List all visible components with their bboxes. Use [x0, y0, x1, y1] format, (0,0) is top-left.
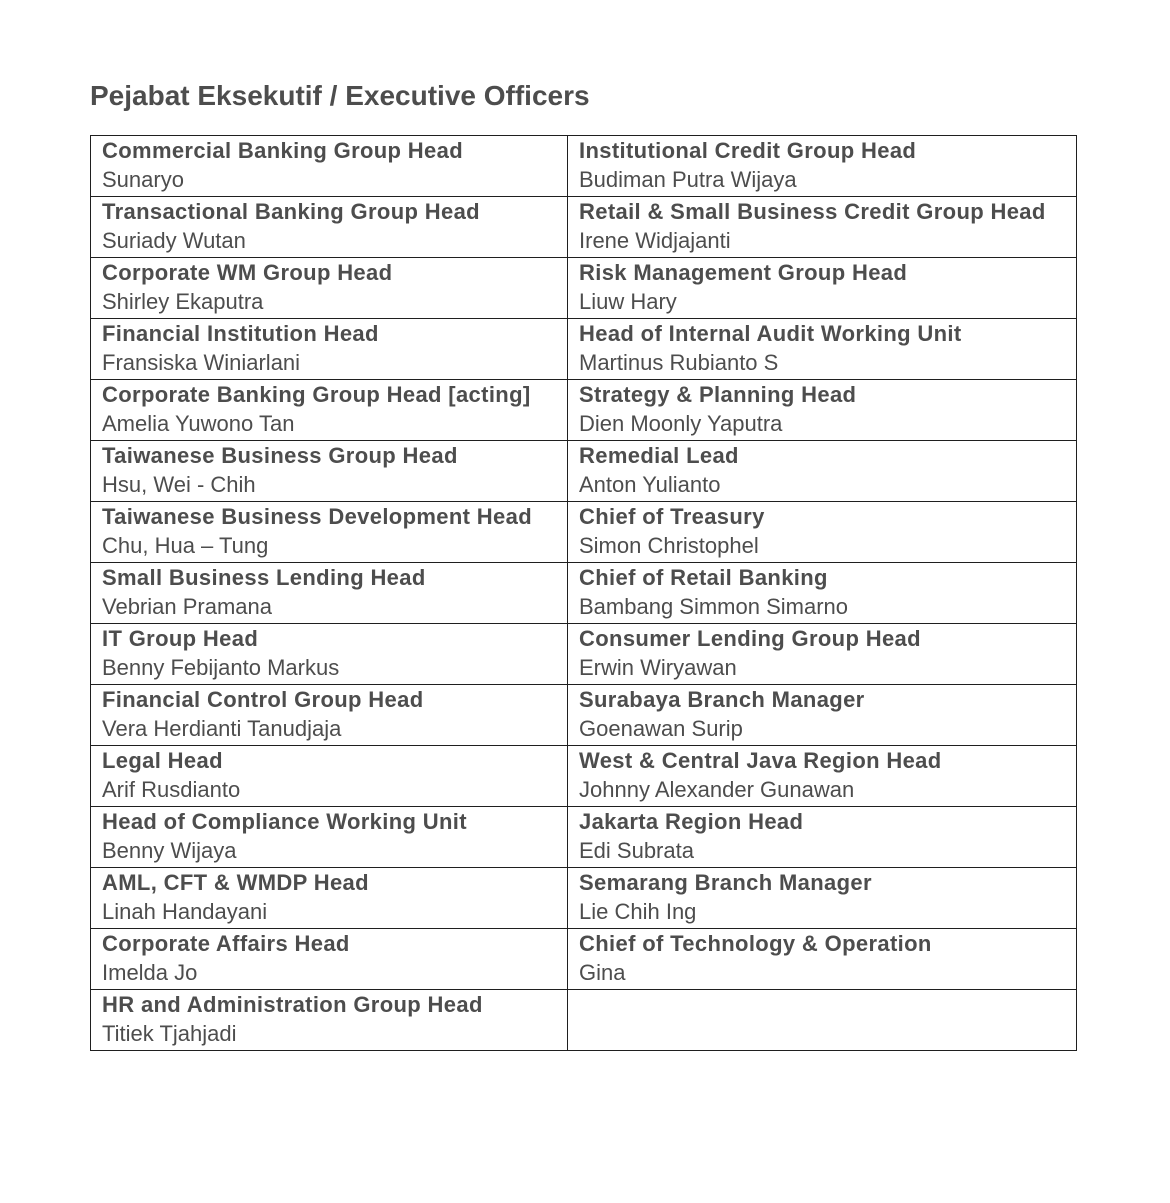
table-row [91, 380, 1077, 441]
officer-role: Taiwanese Business Group Head [102, 443, 458, 468]
officer-cell-right [568, 746, 1077, 807]
table-row [91, 929, 1077, 990]
officer-role: Retail & Small Business Credit Group Head [579, 199, 1046, 224]
officer-name: Martinus Rubianto S [579, 350, 779, 375]
officer-name: Bambang Simmon Simarno [579, 594, 849, 619]
executive-officers-table [90, 135, 1077, 1051]
officer-name: Vera Herdianti Tanudjaja [102, 716, 342, 741]
officer-name: Sunaryo [102, 167, 184, 192]
officer-role: Jakarta Region Head [579, 809, 804, 834]
officer-cell-right [568, 990, 1077, 1051]
table-row [91, 624, 1077, 685]
table-row [91, 197, 1077, 258]
officer-name: Johnny Alexander Gunawan [579, 777, 855, 802]
table-row [91, 868, 1077, 929]
officer-cell-right [568, 929, 1077, 990]
officer-role: Corporate WM Group Head [102, 260, 393, 285]
table-row [91, 563, 1077, 624]
officer-cell-left [91, 807, 568, 868]
officer-role: Institutional Credit Group Head [579, 138, 917, 163]
officer-cell-left [91, 319, 568, 380]
officer-name: Irene Widjajanti [579, 228, 731, 253]
officer-name: Anton Yulianto [579, 472, 721, 497]
officer-role: Head of Internal Audit Working Unit [579, 321, 962, 346]
officer-cell-right [568, 380, 1077, 441]
officer-cell-right [568, 319, 1077, 380]
officer-role: Surabaya Branch Manager [579, 687, 865, 712]
officer-name: Imelda Jo [102, 960, 198, 985]
officer-role: Head of Compliance Working Unit [102, 809, 467, 834]
officer-role: Small Business Lending Head [102, 565, 426, 590]
officer-cell-left [91, 441, 568, 502]
officer-cell-right [568, 563, 1077, 624]
officer-role: Taiwanese Business Development Head [102, 504, 532, 529]
officer-name: Vebrian Pramana [102, 594, 272, 619]
table-row [91, 685, 1077, 746]
officer-role: Financial Institution Head [102, 321, 379, 346]
table-row [91, 502, 1077, 563]
officer-cell-right [568, 807, 1077, 868]
officer-cell-left [91, 136, 568, 197]
officer-role: Financial Control Group Head [102, 687, 424, 712]
officer-cell-right [568, 868, 1077, 929]
officer-role: Chief of Retail Banking [579, 565, 828, 590]
officer-role: West & Central Java Region Head [579, 748, 942, 773]
table-row [91, 746, 1077, 807]
officer-name: Linah Handayani [102, 899, 268, 924]
table-row [91, 319, 1077, 380]
officer-cell-left [91, 258, 568, 319]
table-row [91, 990, 1077, 1051]
officer-role: Commercial Banking Group Head [102, 138, 464, 163]
officer-role: Legal Head [102, 748, 223, 773]
officer-cell-left [91, 197, 568, 258]
officer-name: Shirley Ekaputra [102, 289, 264, 314]
officer-cell-right [568, 685, 1077, 746]
officer-role: Semarang Branch Manager [579, 870, 872, 895]
officer-name: Hsu, Wei - Chih [102, 472, 256, 497]
officer-role: HR and Administration Group Head [102, 992, 483, 1017]
officer-cell-right [568, 136, 1077, 197]
officer-role: AML, CFT & WMDP Head [102, 870, 369, 895]
officer-cell-left [91, 380, 568, 441]
officer-cell-left [91, 929, 568, 990]
officer-cell-right [568, 624, 1077, 685]
table-row [91, 136, 1077, 197]
page-title: Pejabat Eksekutif / Executive Officers [90, 80, 590, 111]
officer-name: Suriady Wutan [102, 228, 246, 253]
officer-role: Chief of Technology & Operation [579, 931, 932, 956]
officer-role: IT Group Head [102, 626, 259, 651]
officer-name: Lie Chih Ing [579, 899, 697, 924]
officer-name: Titiek Tjahjadi [102, 1021, 237, 1046]
officer-name: Simon Christophel [579, 533, 759, 558]
officer-name: Benny Febijanto Markus [102, 655, 340, 680]
officer-cell-right [568, 197, 1077, 258]
officer-name: Fransiska Winiarlani [102, 350, 301, 375]
officer-role: Chief of Treasury [579, 504, 765, 529]
officer-cell-right [568, 441, 1077, 502]
officer-name: Edi Subrata [579, 838, 694, 863]
officer-name: Dien Moonly Yaputra [579, 411, 783, 436]
officer-cell-left [91, 990, 568, 1051]
officer-name: Budiman Putra Wijaya [579, 167, 797, 192]
officer-role: Corporate Affairs Head [102, 931, 350, 956]
officer-name: Benny Wijaya [102, 838, 237, 863]
officer-name: Gina [579, 960, 626, 985]
officer-role: Remedial Lead [579, 443, 739, 468]
officer-role: Transactional Banking Group Head [102, 199, 480, 224]
table-row [91, 807, 1077, 868]
officer-cell-left [91, 746, 568, 807]
officer-name: Liuw Hary [579, 289, 677, 314]
officer-role: Corporate Banking Group Head [acting] [102, 382, 531, 407]
officer-role: Risk Management Group Head [579, 260, 908, 285]
officer-cell-right [568, 258, 1077, 319]
table-row [91, 258, 1077, 319]
officer-role: Strategy & Planning Head [579, 382, 857, 407]
officer-name: Goenawan Surip [579, 716, 743, 741]
officer-name: Arif Rusdianto [102, 777, 241, 802]
officer-name: Chu, Hua – Tung [102, 533, 269, 558]
officer-cell-left [91, 685, 568, 746]
table-row [91, 441, 1077, 502]
officer-name: Amelia Yuwono Tan [102, 411, 295, 436]
officer-cell-left [91, 624, 568, 685]
officer-role: Consumer Lending Group Head [579, 626, 921, 651]
officer-cell-left [91, 868, 568, 929]
officer-cell-left [91, 502, 568, 563]
officer-cell-right [568, 502, 1077, 563]
officer-cell-left [91, 563, 568, 624]
officer-name: Erwin Wiryawan [579, 655, 737, 680]
executive-officers-table-body [91, 136, 1077, 1051]
